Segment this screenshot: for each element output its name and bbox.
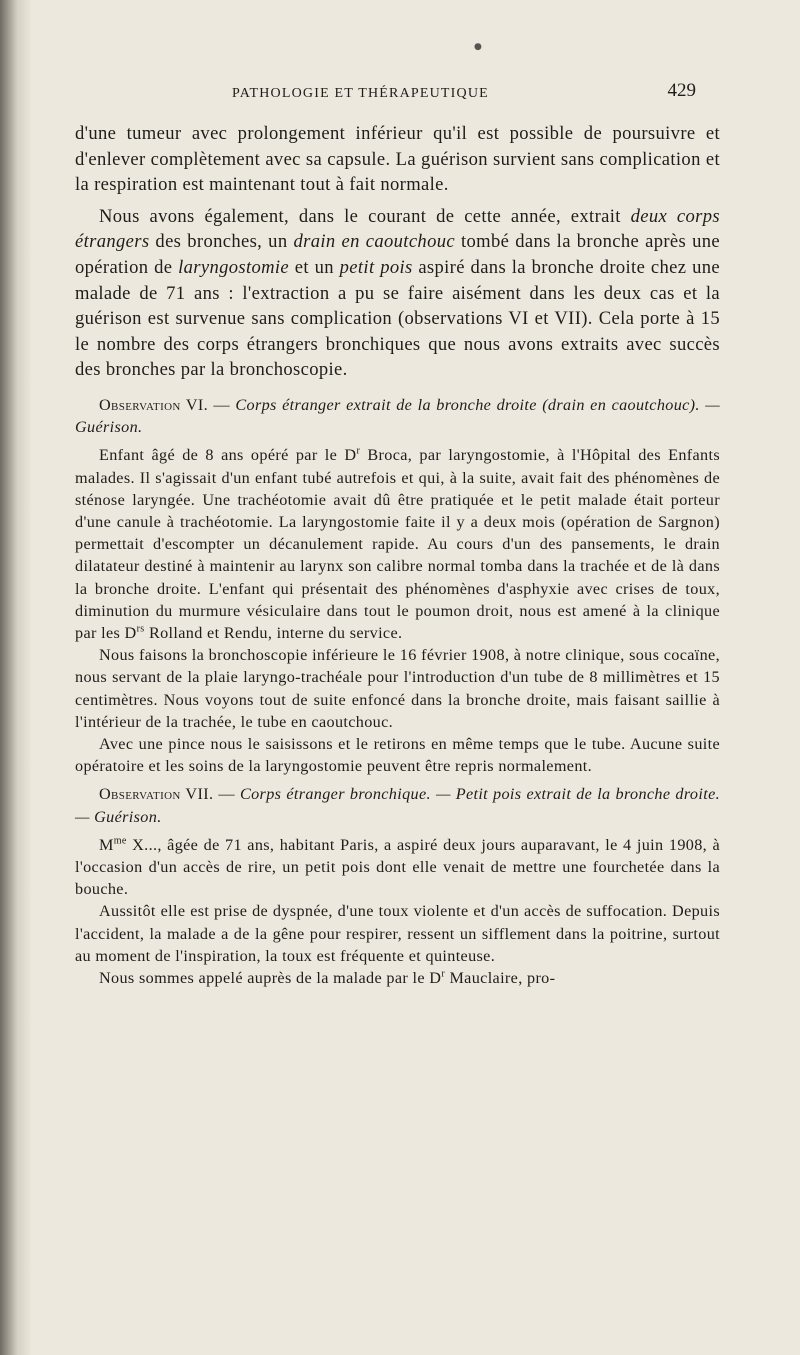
paragraph-called: Nous sommes appelé auprès de la malade par le $D^r$ Mauclaire, pro- <box>99 968 556 988</box>
paragraph-foreign-bodies: Nous avons également, dans le courant de cette année, extrait deux corps étrangers des bronches, un drain en caoutchouc tombé dans la bronche après une opération de laryngostomie et un petit pois aspiré dans la bronche droite chez une malade de 71 ans : l'extraction a pu se faire aisément dans les deux cas et la guérison est survenue sans complication (observations VI et VII). Cela porte à 15 le nombre des corps étrangers bronchiques que nous avons extraits avec succès des bronches par la bronchoscopie. <box>75 205 720 381</box>
page-number: 429 <box>667 80 696 101</box>
page-edge-shadow <box>18 0 32 1355</box>
observation-heading-6: Observation VI. — Corps étranger extrait de la bronche droite (drain en caoutchouc). — Guérison. <box>75 395 720 437</box>
ink-speck: ● <box>474 42 482 52</box>
paragraph-case-woman: $M^{me}$ X..., âgée de 71 ans, habitant Paris, a aspiré deux jours auparavant, le 4 juin 1908, à l'occasion d'un accès de rire, un petit pois dont elle venait de mettre une fourchetée dans la bouche. <box>75 835 720 899</box>
paragraph-bronchoscopy: Nous faisons la bronchoscopie inférieure le 16 février 1908, à notre clinique, sous cocaïne, nous servant de la plaie laryngo-trachéale pour l'introduction d'un tube de 8 millimètres et 15 centimètres. Nous voyons tout de suite enfoncé dans la bronche droite, mais faisant saillie à l'intérieur de la trachée, le tube en caoutchouc. <box>75 646 720 731</box>
small-type-section <box>75 394 720 989</box>
emphasis: laryngostomie <box>178 256 290 278</box>
emphasis: deux corps étrangers <box>75 205 720 253</box>
book-spine-shadow <box>0 0 18 1355</box>
emphasis: petit pois <box>339 256 413 278</box>
observation-heading-7: Observation VII. — Corps étranger bronchique. — Petit pois extrait de la bronche droite. — Guérison. <box>75 785 720 826</box>
paragraph-case-child: Enfant âgé de 8 ans opéré par le $D^r$ Broca, par laryngostomie, à l'Hôpital des Enfants malades. Il s'agissait d'un enfant tubé autrefois et qui, à la suite, avait fait des phénomènes de sténose laryngée. Une trachéotomie avait dû être pratiquée et le petit malade était porteur d'une canule à trachéotomie. La laryngostomie faite il y a deux mois (opération de Sargnon) permettait d'escompter un décanulement rapide. Au cours d'un des pansements, le drain dilatateur destiné à maintenir au larynx son calibre normal tomba dans la trachée et de là dans la bronche droite. L'enfant qui présentait des phénomènes d'asphyxie avec crises de toux, diminution du murmure vésiculaire dans tout le poumon droit, nous est amené à la clinique par les $D^{rs}$ Rolland et Rendu, interne du service. <box>75 445 720 642</box>
paragraph-continuation: d'une tumeur avec prolongement inférieur qu'il est possible de poursuivre et d'enlever complètement avec sa capsule. La guérison survient sans complication et la respiration est maintenant tout à fait normale. <box>75 123 720 196</box>
paragraph-symptoms: Aussitôt elle est prise de dyspnée, d'une toux violente et d'un accès de suffocation. Depuis l'accident, la malade a de la gêne pour respirer, ressent un sifflement dans la poitrine, surtout au moment de l'inspiration, la toux est fréquente et quinteuse. <box>75 902 720 965</box>
running-head: PATHOLOGIE ET THÉRAPEUTIQUE <box>232 86 489 101</box>
paragraph-extraction: Avec une pince nous le saisissons et le retirons en même temps que le tube. Aucune suite opératoire et les soins de la laryngostomie peuvent être repris normalement. <box>75 734 720 776</box>
large-type-section <box>75 121 720 383</box>
page-body <box>75 121 720 989</box>
emphasis: drain en caoutchouc <box>293 231 455 253</box>
